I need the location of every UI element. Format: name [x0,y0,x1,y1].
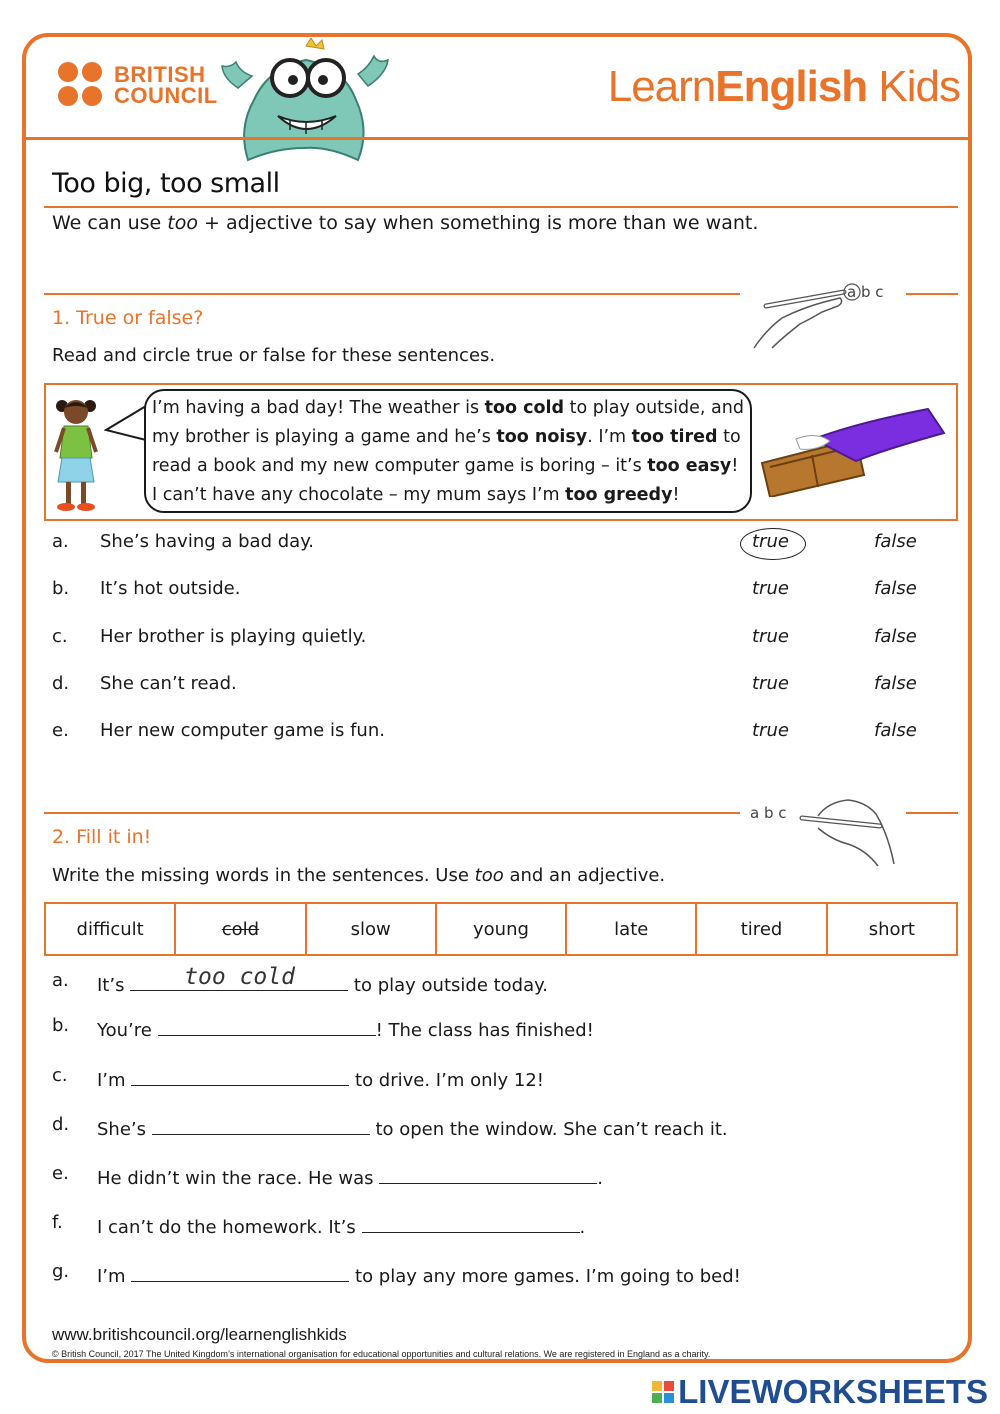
false-option[interactable]: false [874,673,917,694]
tf-row-c: c. Her brother is playing quietly. true false [52,626,917,647]
page-title: Too big, too small [52,168,280,199]
true-option[interactable]: true [752,673,789,694]
section1-divider-right [906,293,958,295]
lek-learn: Learn [607,62,716,111]
word-bank-item: tired [697,904,827,954]
tf-row-e: e. Her new computer game is fun. true false [52,720,917,741]
fill-row-a: a. It’s too cold to play outside today. [52,964,548,996]
monster-mascot-icon [218,38,393,163]
word-bank [44,902,958,956]
bc-logo-line1: BRITISH [114,62,206,87]
false-option[interactable]: false [874,626,917,647]
section2-divider-left [44,812,740,814]
word-bank-item: slow [307,904,437,954]
fill-row-f: f. I can’t do the homework. It’s . [52,1212,586,1238]
footer-copyright: © British Council, 2017 The United Kingdom’s international organisation for educational opportunities and cultural relations. We are registered in England as a charity. [52,1349,711,1359]
chocolate-bar-icon [756,405,948,497]
fill-row-d: d. She’s to open the window. She can’t reach it. [52,1114,728,1140]
tf-row-d: d. She can’t read. true false [52,673,917,694]
answer-blank[interactable] [152,1114,370,1135]
girl-character-icon [50,392,110,518]
word-bank-item: short [868,918,915,940]
learnenglish-kids-logo [608,62,960,112]
pen-letters-2: a b c [750,804,787,822]
section1-divider-left [44,293,740,295]
answer-blank[interactable] [362,1212,580,1233]
section2-divider-right [906,812,958,814]
fill-row-e: e. He didn’t win the race. He was . [52,1163,603,1189]
lek-english: English [715,62,868,111]
bc-logo-line2: COUNCIL [114,83,218,108]
liveworksheets-watermark: LIVEWORKSHEETS [678,1373,988,1410]
writing-hand-icon-2 [748,794,898,870]
footer-url[interactable]: www.britishcouncil.org/learnenglishkids [52,1325,347,1344]
answer-blank[interactable] [130,964,348,991]
answer-blank[interactable] [131,1261,349,1282]
false-option[interactable]: false [874,531,917,552]
section1-title: 1. True or false? [52,307,204,329]
true-option[interactable]: true [752,531,789,552]
word-bank-item: difficult [46,904,176,954]
section2-title: 2. Fill it in! [52,826,152,848]
lek-kids: Kids [867,62,960,111]
header-divider [26,137,972,140]
true-option[interactable]: true [752,720,789,741]
british-council-dots-icon [58,62,106,110]
speech-bubble-tail [104,404,148,444]
section2-instruction: Write the missing words in the sentences. Use too and an adjective. [52,865,666,886]
example-answer: too cold [184,964,295,990]
writing-hand-icon [752,272,902,350]
word-bank-item: late [567,904,697,954]
answer-blank[interactable] [158,1015,376,1036]
word-bank-item: young [437,904,567,954]
word-bank-item-used: cold [176,904,306,954]
true-option[interactable]: true [752,578,789,599]
fill-row-b: b. You’re ! The class has finished! [52,1015,594,1041]
answer-blank[interactable] [131,1065,349,1086]
false-option[interactable]: false [874,720,917,741]
intro-text: We can use too + adjective to say when something is more than we want. [52,212,759,234]
section1-instruction: Read and circle true or false for these sentences. [52,345,496,366]
story-text: I’m having a bad day! The weather is too cold to play outside, and my brother is playing a game and he’s too noisy. I’m too tired to read a book and my new computer game is boring – it’s too easy! I can’t have any chocolate – my mum says I’m too greedy! [152,398,744,505]
pen-letters-1: a b c [847,283,884,301]
false-option[interactable]: false [874,578,917,599]
answer-blank[interactable] [379,1163,597,1184]
fill-row-c: c. I’m to drive. I’m only 12! [52,1065,545,1091]
title-divider [44,206,958,208]
fill-row-g: g. I’m to play any more games. I’m going to bed! [52,1261,741,1287]
tf-row-a: a. She’s having a bad day. true false [52,531,917,552]
tf-row-b: b. It’s hot outside. true false [52,578,917,599]
true-option[interactable]: true [752,626,789,647]
liveworksheets-icon [652,1381,674,1403]
liveworksheets-logo [652,1373,988,1411]
